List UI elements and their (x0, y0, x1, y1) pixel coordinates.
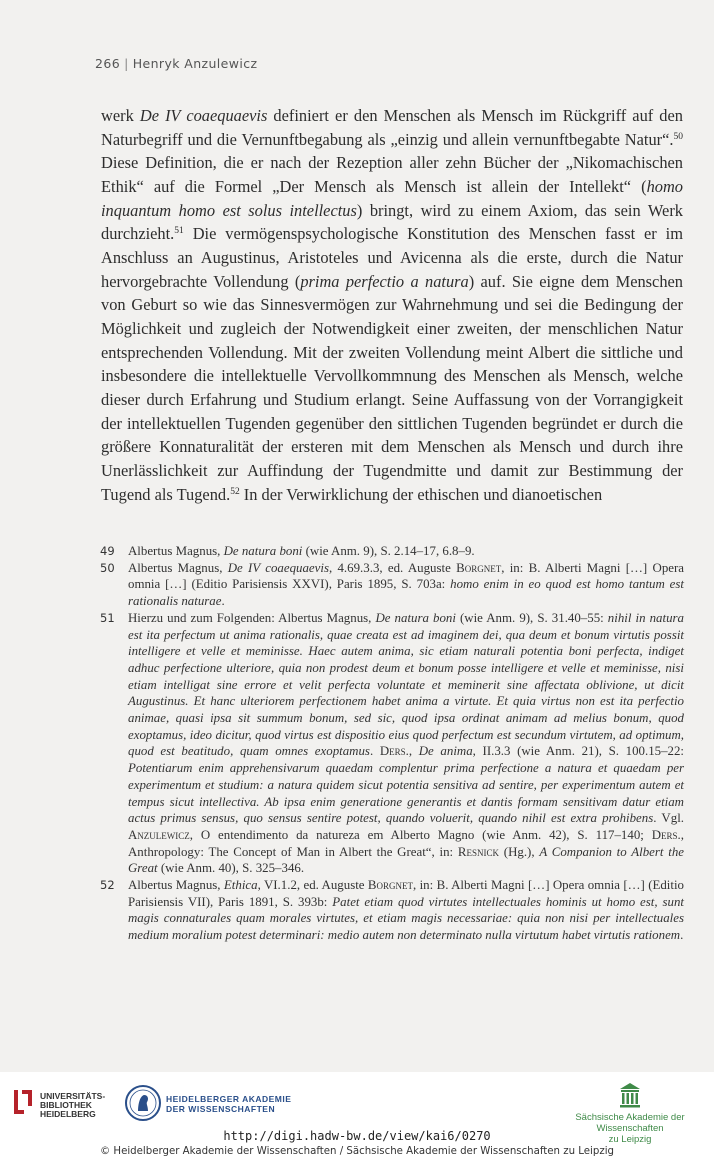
text-run: Sächsische Akademie der Wissenschaften (575, 1112, 685, 1134)
text-run: , 4.69.3.3, ed. Auguste (328, 560, 457, 575)
text-run: Albertus Magnus, (128, 878, 224, 893)
text-run: , VI.1.2, ed. Auguste (257, 878, 368, 893)
text-run: Resnick (457, 844, 500, 859)
text-run: Patet etiam quod virtutes intellectuales hominis ut homo est, sunt magis connaturales quam morales virtutes, et etiam magis necessariae: quia non nisi per intellectuales medium moralium potest determinari: medio autem non determinato nulla virtutum habet virtutis rationem (128, 894, 684, 943)
text-run: Ders (379, 744, 406, 759)
text-run: . (680, 928, 684, 943)
header-separator: | (124, 56, 129, 71)
text-run: (wie Anm. 9), S. 2.14–17, 6.8–9. (302, 544, 475, 558)
text-run: Borgnet (367, 878, 413, 893)
text-run: . Vgl. (653, 811, 684, 826)
copyright-notice: © Heidelberger Akademie der Wissenschaften / Sächsische Akademie der Wissenschaften zu Leipzig (99, 1146, 614, 1157)
footnote-51 (100, 610, 684, 877)
footnote-ref-51[interactable]: 51 (174, 226, 184, 237)
text-run: Albertus Magnus, (128, 544, 224, 558)
text-run: Borgnet (456, 560, 502, 575)
text-run: HEIDELBERGER AKADEMIE (166, 1094, 292, 1104)
text-run: Albertus Magnus, (128, 560, 228, 575)
saw-building-icon[interactable] (619, 1082, 641, 1108)
text-run: (wie Anm. 9), S. 31.40–55: (455, 610, 608, 625)
footnote-52 (100, 877, 684, 944)
text-run: BIBLIOTHEK (40, 1100, 92, 1110)
text-run: prima perfectio a natura (300, 271, 469, 291)
text-run: A Companion to Albert the Great (128, 844, 684, 876)
footnote-ref-52[interactable]: 52 (230, 486, 240, 497)
text-run: Ethica (223, 878, 258, 893)
text-run: Anzulewicz (128, 827, 190, 842)
text-run: HEIDELBERG (40, 1109, 96, 1119)
text-run: Ders (651, 827, 678, 842)
text-run: UNIVERSITÄTS- (40, 1091, 106, 1101)
text-run: . (369, 744, 380, 759)
text-run: nihil in natura est ita perfectum ut anima rationalis, quae creata est ad imaginem dei, qua deum et bonum virtutis possit intelligere et velle et meminisse. Haec autem anima, sic etiam naturali potentia boni perfecta, indiget adhuc perfectione ulteriore, quia non prodest deum et bonum posse intelligere et velle et meminisse, nisi etiam intelligat sine errore et velit perfecta voluntate et meminerit sine affectata oblivione, ut dicit Augustinus. Et hanc ulteriorem perfectionem habet anima a virtute. Et quia virtus non est ita perfectio animae, quasi ipsa sit summum bonum, sed sic, quod ipsa ordinat animam ad melius bonum, quod exoptamus, ideo dicitur, quod virtus est dispositio eius quod perfectum est secundum virtutem, ad optimum, quod est beatitudo, quam omnes exoptamus (128, 610, 684, 759)
hadw-seal-icon[interactable] (124, 1084, 162, 1122)
text-run: De natura boni (375, 610, 456, 625)
header-author: Henryk Anzulewicz (132, 56, 258, 71)
text-run: De IV coaequaevis (139, 106, 268, 125)
footnote-number: 49 (100, 544, 115, 558)
text-run: Die vermögenspsychologische Konstitution des Menschen fasst er im Anschluss an Augustinus, Aristoteles und Avicenna als die erste, durch die Natur hervorgebrachte Vollendung ( (101, 224, 683, 291)
ub-heidelberg-logo-icon[interactable] (10, 1086, 36, 1118)
text-run: Hierzu und zum Folgenden: Albertus Magnus, (128, 610, 376, 625)
text-run: In der Verwirklichung der ethischen und dianoetischen (239, 484, 603, 504)
ub-heidelberg-wordmark (40, 1092, 105, 1119)
running-header (95, 56, 258, 71)
text-run: , O entendimento da natureza em Alberto Magno (wie Anm. 42), S. 117–140; (189, 827, 652, 842)
hadw-wordmark (166, 1094, 291, 1114)
text-run: De anima (418, 744, 473, 759)
footnote-ref-50[interactable]: 50 (673, 131, 683, 142)
footnote-49 (100, 543, 684, 560)
text-run: ) auf. Sie eigne dem Menschen von Geburt so wie das Sinnesvermögen zur Wahrnehmung und sei die Bedingung der Möglichkeit und zugleich der Notwendigkeit einer zweiten, der menschlichen Natur entsprechenden Vollendung. Mit der zweiten Vollendung meint Albert die sittliche und insbesondere die intellektuelle Vervollkommnung des Menschen als Mensch, welche dieser durch Erfahrung und Studium erlangt. Seine Auffassung von der Vorrangigkeit der intellektuellen Tugenden gegenüber den sittlichen Tugenden begründet er durch die größere Konnaturalität der ersteren mit dem Menschen als Mensch und durch ihre Unerlässlichkeit zur Auffindung der Tugendmitte und damit zur Bestimmung der Tugend als Tugend. (101, 271, 683, 504)
text-run: definiert er den Menschen als Mensch im Rückgriff auf den Naturbegriff und die Vernunftbegabung als „einzig und allein vernunftbegabte Natur“. (101, 106, 683, 149)
text-run: ., Anthropology: The Concept of Man in Albert the Great“, in: (128, 827, 684, 859)
text-run: (wie Anm. 40), S. 325–346. (157, 861, 305, 876)
page-number: 266 (95, 56, 121, 71)
text-run: ) bringt, wird zu einem Axiom, das sein Werk durchzieht. (101, 200, 683, 244)
text-run: DER WISSENSCHAFTEN (166, 1104, 276, 1114)
text-run: , II.3.3 (wie Anm. 21), S. 100.15–22: (472, 744, 685, 759)
text-run: homo enim in eo quod est homo tantum est rationalis naturae (128, 577, 684, 609)
text-run: , in: B. Alberti Magni […] Opera omnia […] (Editio Parisiensis VII), Paris 1891, S. 393b: (128, 878, 684, 909)
footnote-50 (100, 560, 684, 610)
text-run: De IV coaequaevis (227, 560, 329, 575)
text-run: (Hg.), (499, 844, 540, 859)
footnotes-section (100, 543, 684, 944)
text-run: ., (405, 744, 419, 759)
text-run: werk (101, 106, 140, 125)
footnote-number: 52 (100, 878, 115, 893)
text-run: , in: B. Alberti Magni […] Opera omnia […] (Editio Parisiensis XXVI), Paris 1895, S. 703a: (128, 560, 684, 592)
footnote-number: 51 (100, 610, 115, 625)
main-paragraph (101, 104, 683, 506)
text-run: homo inquantum homo est solus intellectus (101, 176, 683, 220)
text-run: Potentiarum enim apprehensivarum quaedam complentur prima perfectione a natura et quaedam per experimentum et studium: a natura quidem sicut potentia sensitiva ad sentire, per experimentum autem et tempus sicut intellectiva. Ab ipsa enim generatione generantis et dantis formam sensitivam datur etiam actus primus sensus, quo sensus sentire potest, quando voluerit, quando nihil est extra prohibens (128, 761, 684, 826)
text-run: . (221, 594, 225, 609)
text-run: Diese Definition, die er nach der Rezeption aller zehn Bücher der „Nikomachischen Ethik“ auf die Formel „Der Mensch als Mensch ist allein der Intellekt“ ( (101, 153, 683, 196)
footnote-number: 50 (100, 560, 115, 575)
permalink-url[interactable]: http://digi.hadw-bw.de/view/kai6/0270 (223, 1129, 491, 1143)
text-run: zu Leipzig (608, 1134, 652, 1145)
text-run: De natura boni (223, 544, 303, 558)
